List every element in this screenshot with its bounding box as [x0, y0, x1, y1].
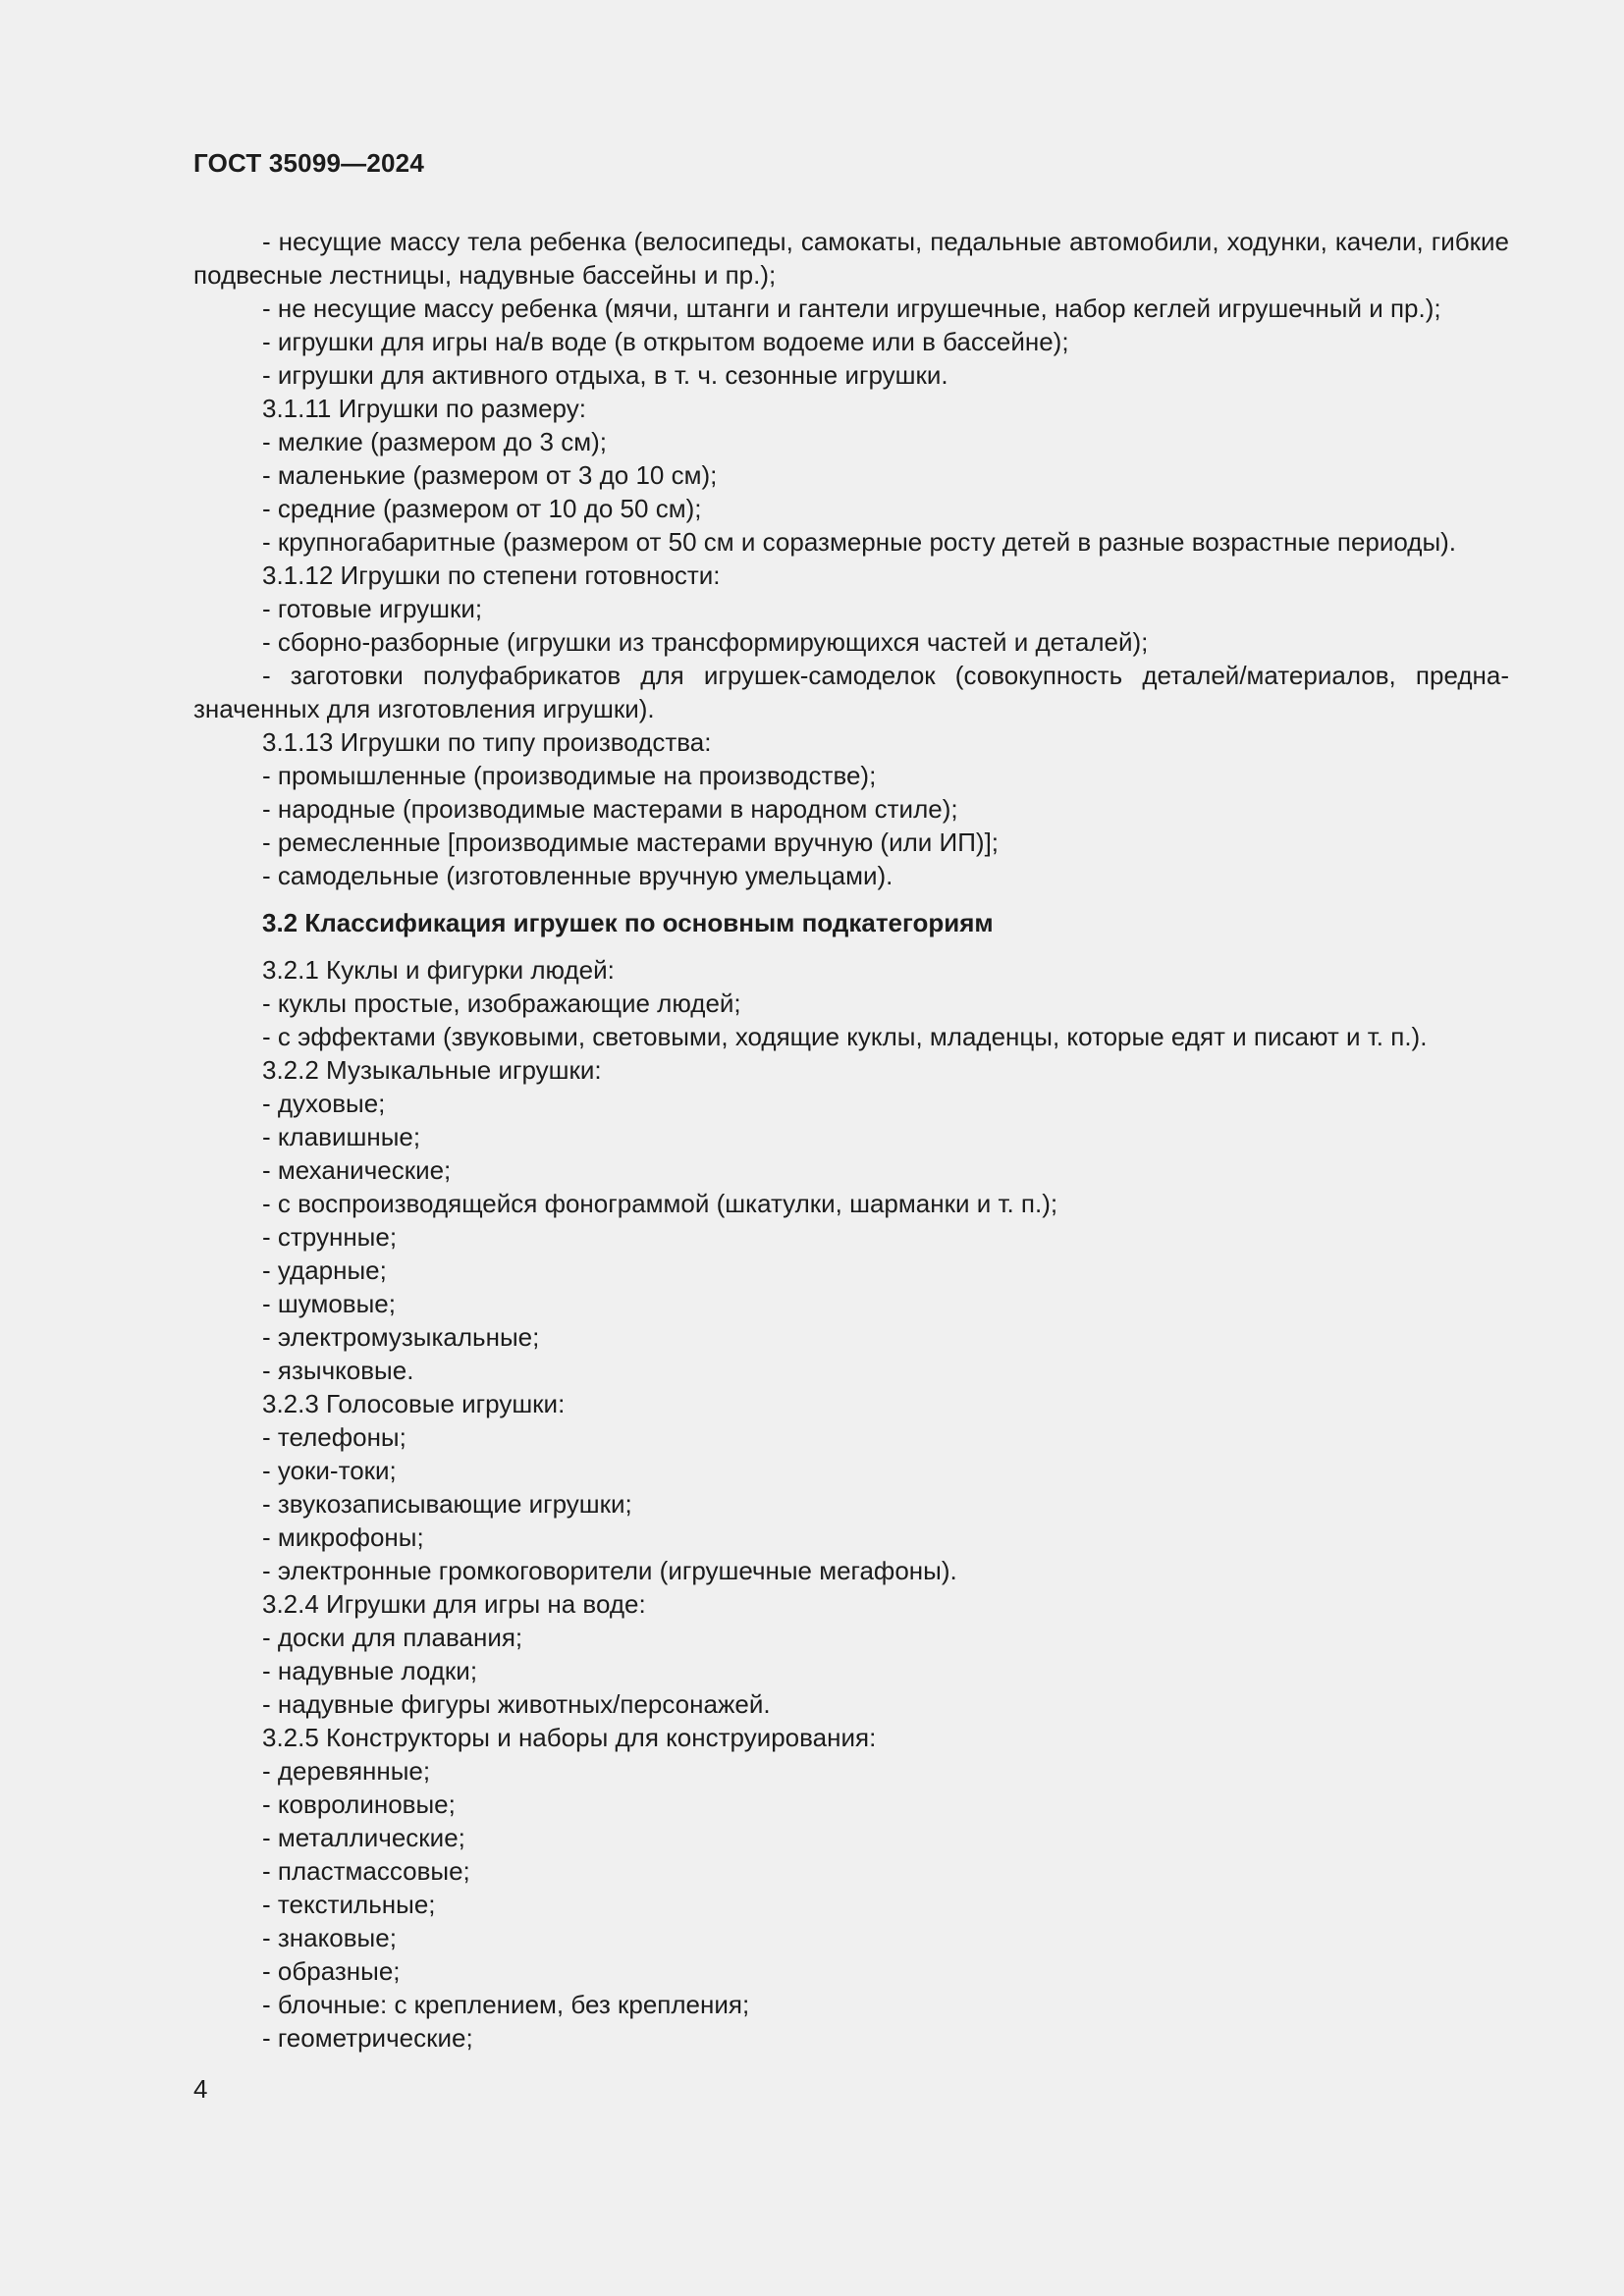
list-item: - телефоны;	[262, 1422, 406, 1452]
clause-heading: 3.2.3 Голосовые игрушки:	[262, 1389, 566, 1418]
list-item: - сборно-разборные (игрушки из трансформирующихся частей и деталей);	[262, 627, 1149, 657]
clause-heading: 3.1.13 Игрушки по типу производства:	[262, 727, 712, 757]
list-item: - несущие массу тела ребенка (велосипеды, самокаты, педальные автомобили, ходунки, качели, гибкие подвесные лестницы, надувные бассейны и пр.);	[193, 227, 1509, 290]
list-item: - куклы простые, изображающие людей;	[262, 988, 741, 1018]
list-item: - язычковые.	[262, 1356, 414, 1385]
list-item: - клавишные;	[262, 1122, 421, 1151]
clause-heading: 3.1.12 Игрушки по степени готовности:	[262, 561, 721, 590]
document-header: ГОСТ 35099—2024	[193, 148, 424, 178]
list-item: - с воспроизводящейся фонограммой (шкатулки, шарманки и т. п.);	[262, 1189, 1058, 1218]
clause-heading: 3.2.2 Музыкальные игрушки:	[262, 1055, 602, 1085]
list-item: - ремесленные [производимые мастерами вручную (или ИП)];	[262, 828, 1000, 857]
list-item: - геометрические;	[262, 2023, 473, 2053]
clause-heading: 3.2.5 Конструкторы и наборы для конструирования:	[262, 1723, 877, 1752]
list-item: - доски для плавания;	[262, 1623, 523, 1652]
list-item: - не несущие массу ребенка (мячи, штанги и гантели игрушечные, набор кеглей игрушечный и пр.);	[262, 294, 1441, 323]
list-item: - надувные лодки;	[262, 1656, 478, 1685]
list-item: - текстильные;	[262, 1890, 436, 1919]
list-item: - образные;	[262, 1956, 401, 1986]
list-item: - струнные;	[262, 1222, 398, 1252]
list-item: - металлические;	[262, 1823, 465, 1852]
list-item: - блочные: с креплением, без крепления;	[262, 1990, 750, 2019]
list-item: - готовые игрушки;	[262, 594, 483, 623]
list-item: - промышленные (производимые на производстве);	[262, 761, 877, 790]
list-item: - маленькие (размером от 3 до 10 см);	[262, 460, 718, 490]
list-item: - деревянные;	[262, 1756, 431, 1786]
list-item: - шумовые;	[262, 1289, 396, 1318]
list-item: - крупногабаритные (размером от 50 см и соразмерные росту детей в разные возрастные периоды).	[262, 527, 1457, 557]
list-item: - мелкие (размером до 3 см);	[262, 427, 607, 456]
list-item: - духовые;	[262, 1089, 386, 1118]
list-item: - микрофоны;	[262, 1522, 424, 1552]
list-item: - игрушки для активного отдыха, в т. ч. сезонные игрушки.	[262, 360, 948, 390]
list-item: - звукозаписывающие игрушки;	[262, 1489, 632, 1519]
list-item: - игрушки для игры на/в воде (в открытом водоеме или в бассейне);	[262, 327, 1069, 356]
list-item: - заготовки полуфабрикатов для игрушек-самоделок (совокупность деталей/материалов, предназначенных для изготовления игрушки).	[193, 661, 1509, 723]
list-item: - электронные громкоговорители (игрушечные мегафоны).	[262, 1556, 957, 1585]
clause-heading: 3.2.1 Куклы и фигурки людей:	[262, 955, 615, 985]
list-item: - ковролиновые;	[262, 1789, 456, 1819]
section-heading: 3.2 Классификация игрушек по основным подкатегориям	[262, 908, 994, 937]
list-item: - народные (производимые мастерами в народном стиле);	[262, 794, 958, 824]
list-item: - ударные;	[262, 1255, 387, 1285]
document-body	[193, 225, 1509, 2055]
clause-heading: 3.1.11 Игрушки по размеру:	[262, 394, 586, 423]
list-item: - надувные фигуры животных/персонажей.	[262, 1689, 771, 1719]
list-item: - самодельные (изготовленные вручную умельцами).	[262, 861, 893, 890]
list-item: - уоки-токи;	[262, 1456, 397, 1485]
list-item: - знаковые;	[262, 1923, 397, 1952]
page-number: 4	[193, 2074, 208, 2104]
list-item: - электромузыкальные;	[262, 1322, 540, 1352]
list-item: - средние (размером от 10 до 50 см);	[262, 494, 702, 523]
list-item: - с эффектами (звуковыми, световыми, ходящие куклы, младенцы, которые едят и писают и т. п.).	[262, 1022, 1428, 1051]
clause-heading: 3.2.4 Игрушки для игры на воде:	[262, 1589, 646, 1619]
list-item: - пластмассовые;	[262, 1856, 470, 1886]
list-item: - механические;	[262, 1155, 452, 1185]
